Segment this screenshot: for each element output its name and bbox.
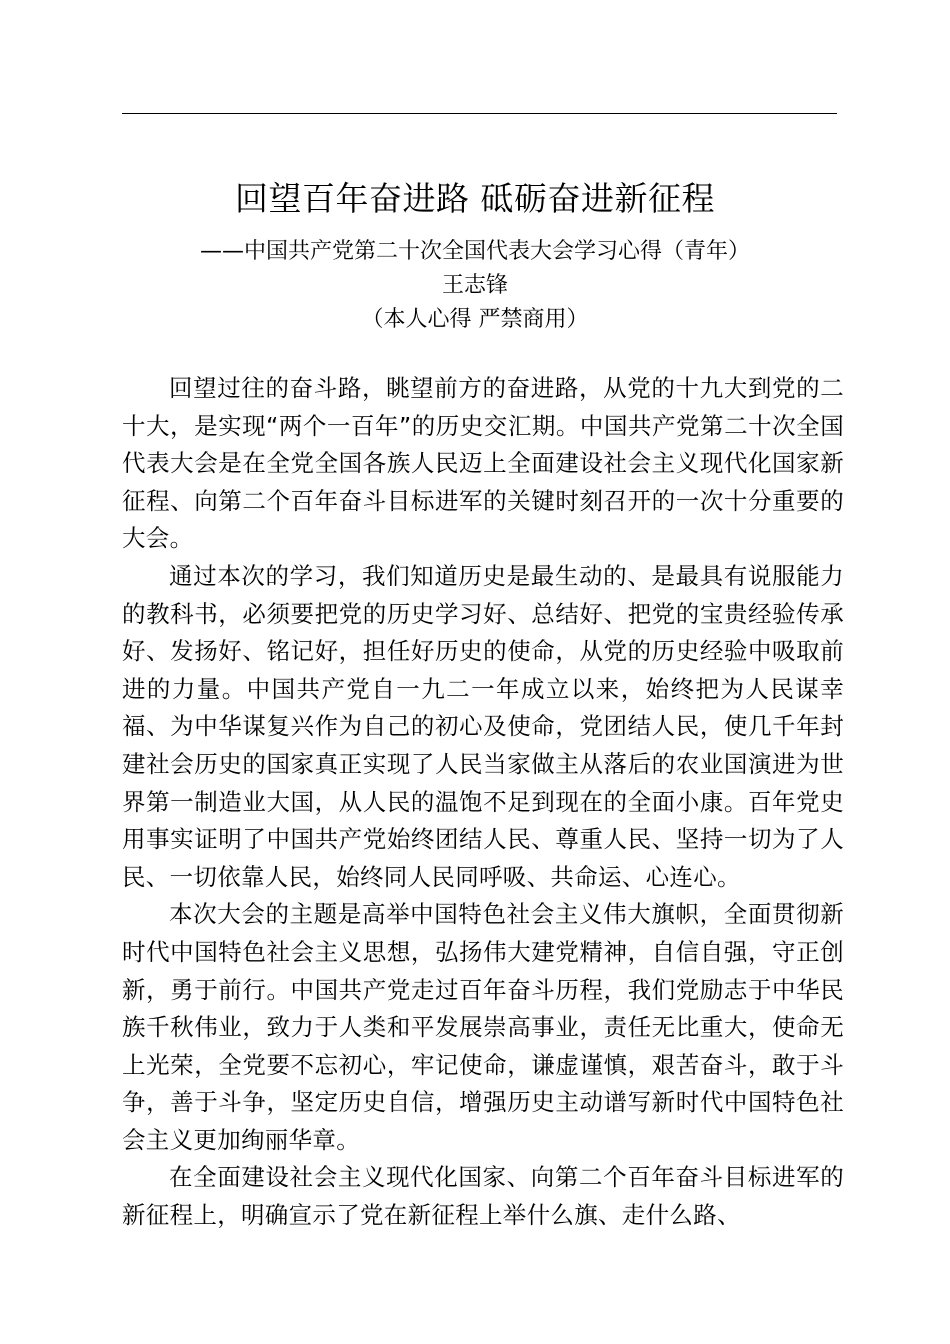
document-body xyxy=(122,370,844,1235)
document-subtitle: ——中国共产党第二十次全国代表大会学习心得（青年） xyxy=(199,239,750,264)
paragraph-1: 回望过往的奋斗路，眺望前方的奋进路，从党的十九大到党的二十大，是实现“两个一百年”的历史交汇期。中国共产党第二十次全国代表大会是在全党全国各族人民迈上全面建设社会主义现代化国家新征程、向第二个百年奋斗目标进军的关键时刻召开的一次十分重要的大会。 xyxy=(122,374,844,553)
paragraph-2: 通过本次的学习，我们知道历史是最生动的、是最具有说服能力的教科书，必须要把党的历史学习好、总结好、把党的宝贵经验传承好、发扬好、铭记好，担任好历史的使命，从党的历史经验中吸取前进的力量。中国共产党自一九二一年成立以来，始终把为人民谋幸福、为中华谋复兴作为自己的初心及使命，党团结人民，使几千年封建社会历史的国家真正实现了人民当家做主从落后的农业国演进为世界第一制造业大国，从人民的温饱不足到现在的全面小康。百年党史用事实证明了中国共产党始终团结人民、尊重人民、坚持一切为了人民、一切依靠人民，始终同人民同呼吸、共命运、心连心。 xyxy=(122,561,844,891)
document-title: 回望百年奋进路 砥砺奋进新征程 xyxy=(235,179,715,218)
header-rule xyxy=(122,113,837,114)
paragraph-4: 在全面建设社会主义现代化国家、向第二个百年奋斗目标进军的新征程上，明确宣示了党在新征程上举什么旗、走什么路、 xyxy=(122,1163,844,1230)
document-note: （本人心得 严禁商用） xyxy=(361,307,589,332)
paragraph-3: 本次大会的主题是高举中国特色社会主义伟大旗帜，全面贯彻新时代中国特色社会主义思想，弘扬伟大建党精神，自信自强，守正创新，勇于前行。中国共产党走过百年奋斗历程，我们党励志于中华民族千秋伟业，致力于人类和平发展崇高事业，责任无比重大，使命无上光荣，全党要不忘初心，牢记使命，谦虚谨慎，艰苦奋斗，敢于斗争，善于斗争，坚定历史自信，增强历史主动谱写新时代中国特色社会主义更加绚丽华章。 xyxy=(122,900,844,1154)
document-author: 王志锋 xyxy=(441,273,508,298)
